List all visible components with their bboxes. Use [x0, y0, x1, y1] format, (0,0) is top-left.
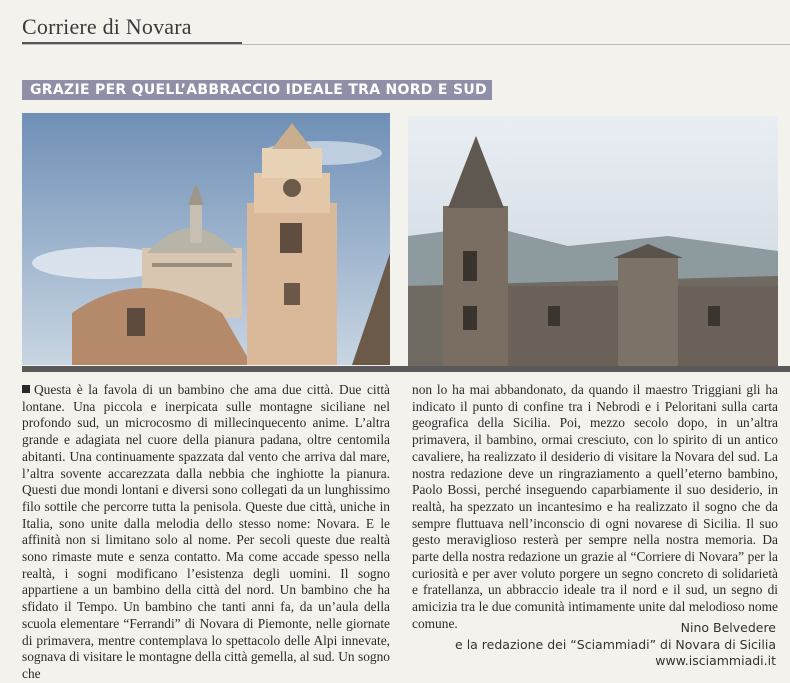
signature-line2: e la redazione dei “Sciammiadi” di Novara di Sicilia: [455, 636, 776, 652]
lead-bullet-icon: [22, 385, 30, 393]
masthead-title: Corriere di Novara: [22, 14, 192, 39]
article-text-col2: non lo ha mai abbandonato, da quando il maestro Triggiani gli ha indicato il punto di confine tra i Nebrodi e i Peloritani sulla carta geografica della Sicilia. Poi, mezzo secolo dopo, in un’altra primavera, il bambino, ormai cresciuto, con lo spirito di un antico cavaliere, ha realizzato il desiderio di visitare la Novara del sud. La nostra redazione deve un ringraziamento a quell’eterno bambino, Paolo Bossi, perché inseguendo caparbiamente il suo desiderio, in realtà, ha spezzato un incantesimo e ha realizzato il sogno che da sempre fluttuava nell’inconscio di ogni novarese di Sicilia. Il suo gesto meraviglioso resterà per sempre nella nostra memoria. Da parte della nostra redazione un grazie al “Corriere di Novara” per la curiosità e per aver voluto porgere un segno concreto di solidarietà e fratellanza, un abbraccio ideale tra il nord e il sud, un segno di amicizia tra le due comunità intimamente unite dal melodioso nome comune.: [412, 382, 778, 631]
photo-novara-sicilia: [408, 116, 778, 366]
top-divider: [22, 44, 790, 45]
article-text-col1: Questa è la favola di un bambino che ama due città. Due città lontane. Una piccola e inerpicata sulle montagne siciliane nel profondo sud, un microcosmo di millecinquecento anime. L’altra grande e adagiata nel cuore della pianura padana, oltre centomila abitanti. Una continuamente spazzata dal vento che arriva dal mare, l’altra sovente accarezzata dalla nebbia che inghiotte la pianura. Questi due mondi lontani e diversi sono collegati da un lunghissimo filo sottile che percorre tutta la penisola. Queste due città, uniche in Italia, sono unite dalla melodia dello stesso nome: Novara. E le affinità non si limitano solo al nome. Per secoli queste due realtà sono rimaste mute e senza contatto. Ma come accade spesso nella realtà, i sogni modificano l’esistenza degli uomini. Il sogno appartiene a un bambino della città del nord. Un bambino che ha sfidato il Tempo. Un bambino che tanti anni fa, da un’aula della scuola elementare “Ferrandi” di Novara di Piemonte, nelle giornate di primavera, mentre contemplava lo spettacolo delle Alpi innevate, sognava di visitare le montagne della città gemella, al sud. Un sogno che: [22, 382, 390, 681]
photo-caption-bar: [22, 366, 790, 372]
article-column-2: [412, 382, 778, 633]
photo-novara-piemonte: [22, 113, 390, 365]
signature-website: www.isciammiadi.it: [655, 653, 776, 668]
headline-banner: GRAZIE PER QUELL’ABBRACCIO IDEALE TRA NORD E SUD: [22, 80, 492, 100]
signature-author: Nino Belvedere: [680, 620, 776, 635]
signature-block: [455, 620, 776, 670]
article-column-1: [22, 382, 390, 683]
